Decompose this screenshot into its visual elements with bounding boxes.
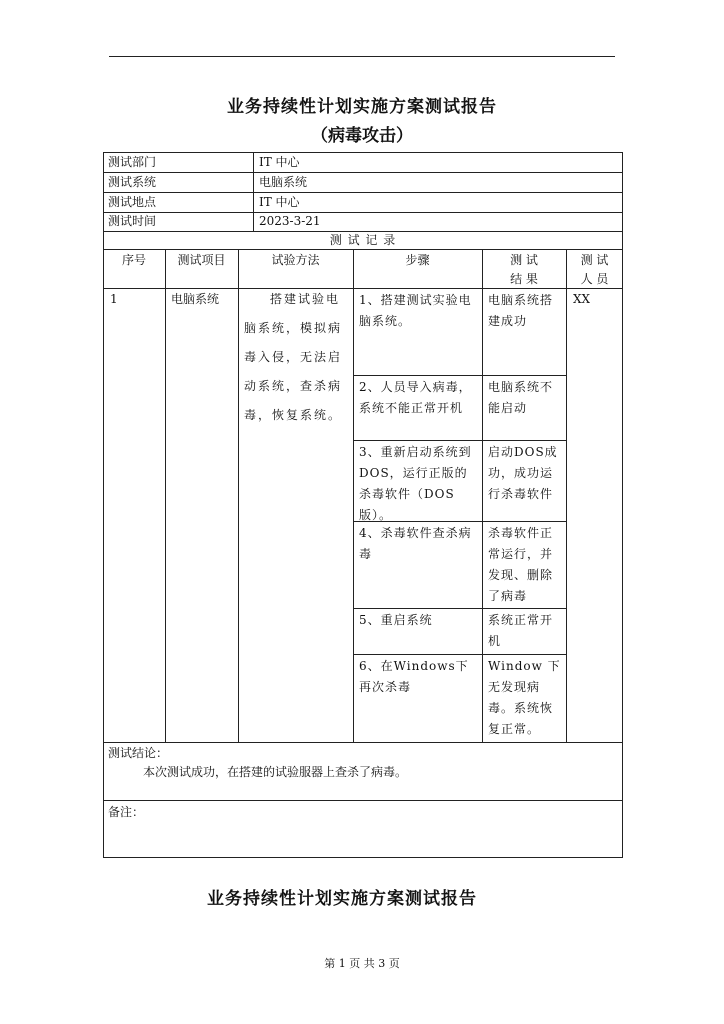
step-1: 1、搭建测试实验电脑系统。 — [359, 293, 472, 328]
next-page-title: 业务持续性计划实施方案测试报告 — [207, 889, 477, 909]
info-value-time: 2023-3-21 — [259, 214, 321, 228]
conclusion-text: 本次测试成功，在搭建的试验服器上查杀了病毒。 — [143, 765, 408, 779]
info-value-dept: IT 中心 — [259, 155, 300, 169]
row-method: 搭建试验电脑系统，模拟病毒入侵，无法启动系统，查杀病毒，恢复系统。 — [244, 292, 343, 422]
step-6: 6、在Windows下再次杀毒 — [359, 659, 469, 694]
step-5: 5、重启系统 — [359, 613, 433, 627]
col-result-line2: 结 果 — [510, 272, 538, 286]
info-label-system: 测试系统 — [108, 175, 157, 189]
step-3: 3、重新启动系统到DOS，运行正版的杀毒软件（DOS版）。 — [359, 445, 472, 522]
col-steps: 步骤 — [405, 253, 430, 267]
result-4: 杀毒软件正常运行，并发现、删除了病毒 — [488, 526, 554, 603]
row-person: XX — [573, 292, 591, 306]
row-item: 电脑系统 — [171, 292, 220, 306]
info-label-location: 测试地点 — [108, 195, 157, 209]
col-seq: 序号 — [121, 253, 146, 267]
remarks-label: 备注： — [108, 805, 145, 819]
info-label-dept: 测试部门 — [108, 155, 157, 169]
step-4: 4、杀毒软件查杀病毒 — [359, 526, 472, 561]
row-seq: 1 — [110, 292, 118, 306]
info-value-system: 电脑系统 — [259, 175, 308, 189]
page-footer: 第 1 页 共 3 页 — [324, 957, 400, 970]
col-person-line2: 人 员 — [580, 272, 609, 286]
col-method: 试验方法 — [271, 253, 320, 267]
header-rule — [109, 56, 615, 57]
record-header: 测 试 记 录 — [329, 233, 397, 247]
col-person-line1: 测 试 — [580, 253, 609, 267]
result-2: 电脑系统不能启动 — [488, 380, 554, 415]
info-value-location: IT 中心 — [259, 195, 300, 209]
result-1: 电脑系统搭建成功 — [488, 293, 554, 328]
info-label-time: 测试时间 — [108, 214, 157, 228]
conclusion-label: 测试结论： — [108, 746, 169, 760]
result-6: Window 下无发现病毒。系统恢复正常。 — [488, 659, 561, 736]
page-title: 业务持续性计划实施方案测试报告 — [227, 97, 497, 117]
step-2: 2、人员导入病毒，系统不能正常开机 — [359, 380, 472, 415]
col-result-line1: 测 试 — [510, 253, 538, 267]
col-item: 测试项目 — [177, 253, 226, 267]
page-subtitle: （病毒攻击） — [311, 126, 413, 146]
result-3: 启动DOS成功，成功运行杀毒软件 — [488, 445, 558, 501]
result-5: 系统正常开机 — [488, 613, 554, 648]
